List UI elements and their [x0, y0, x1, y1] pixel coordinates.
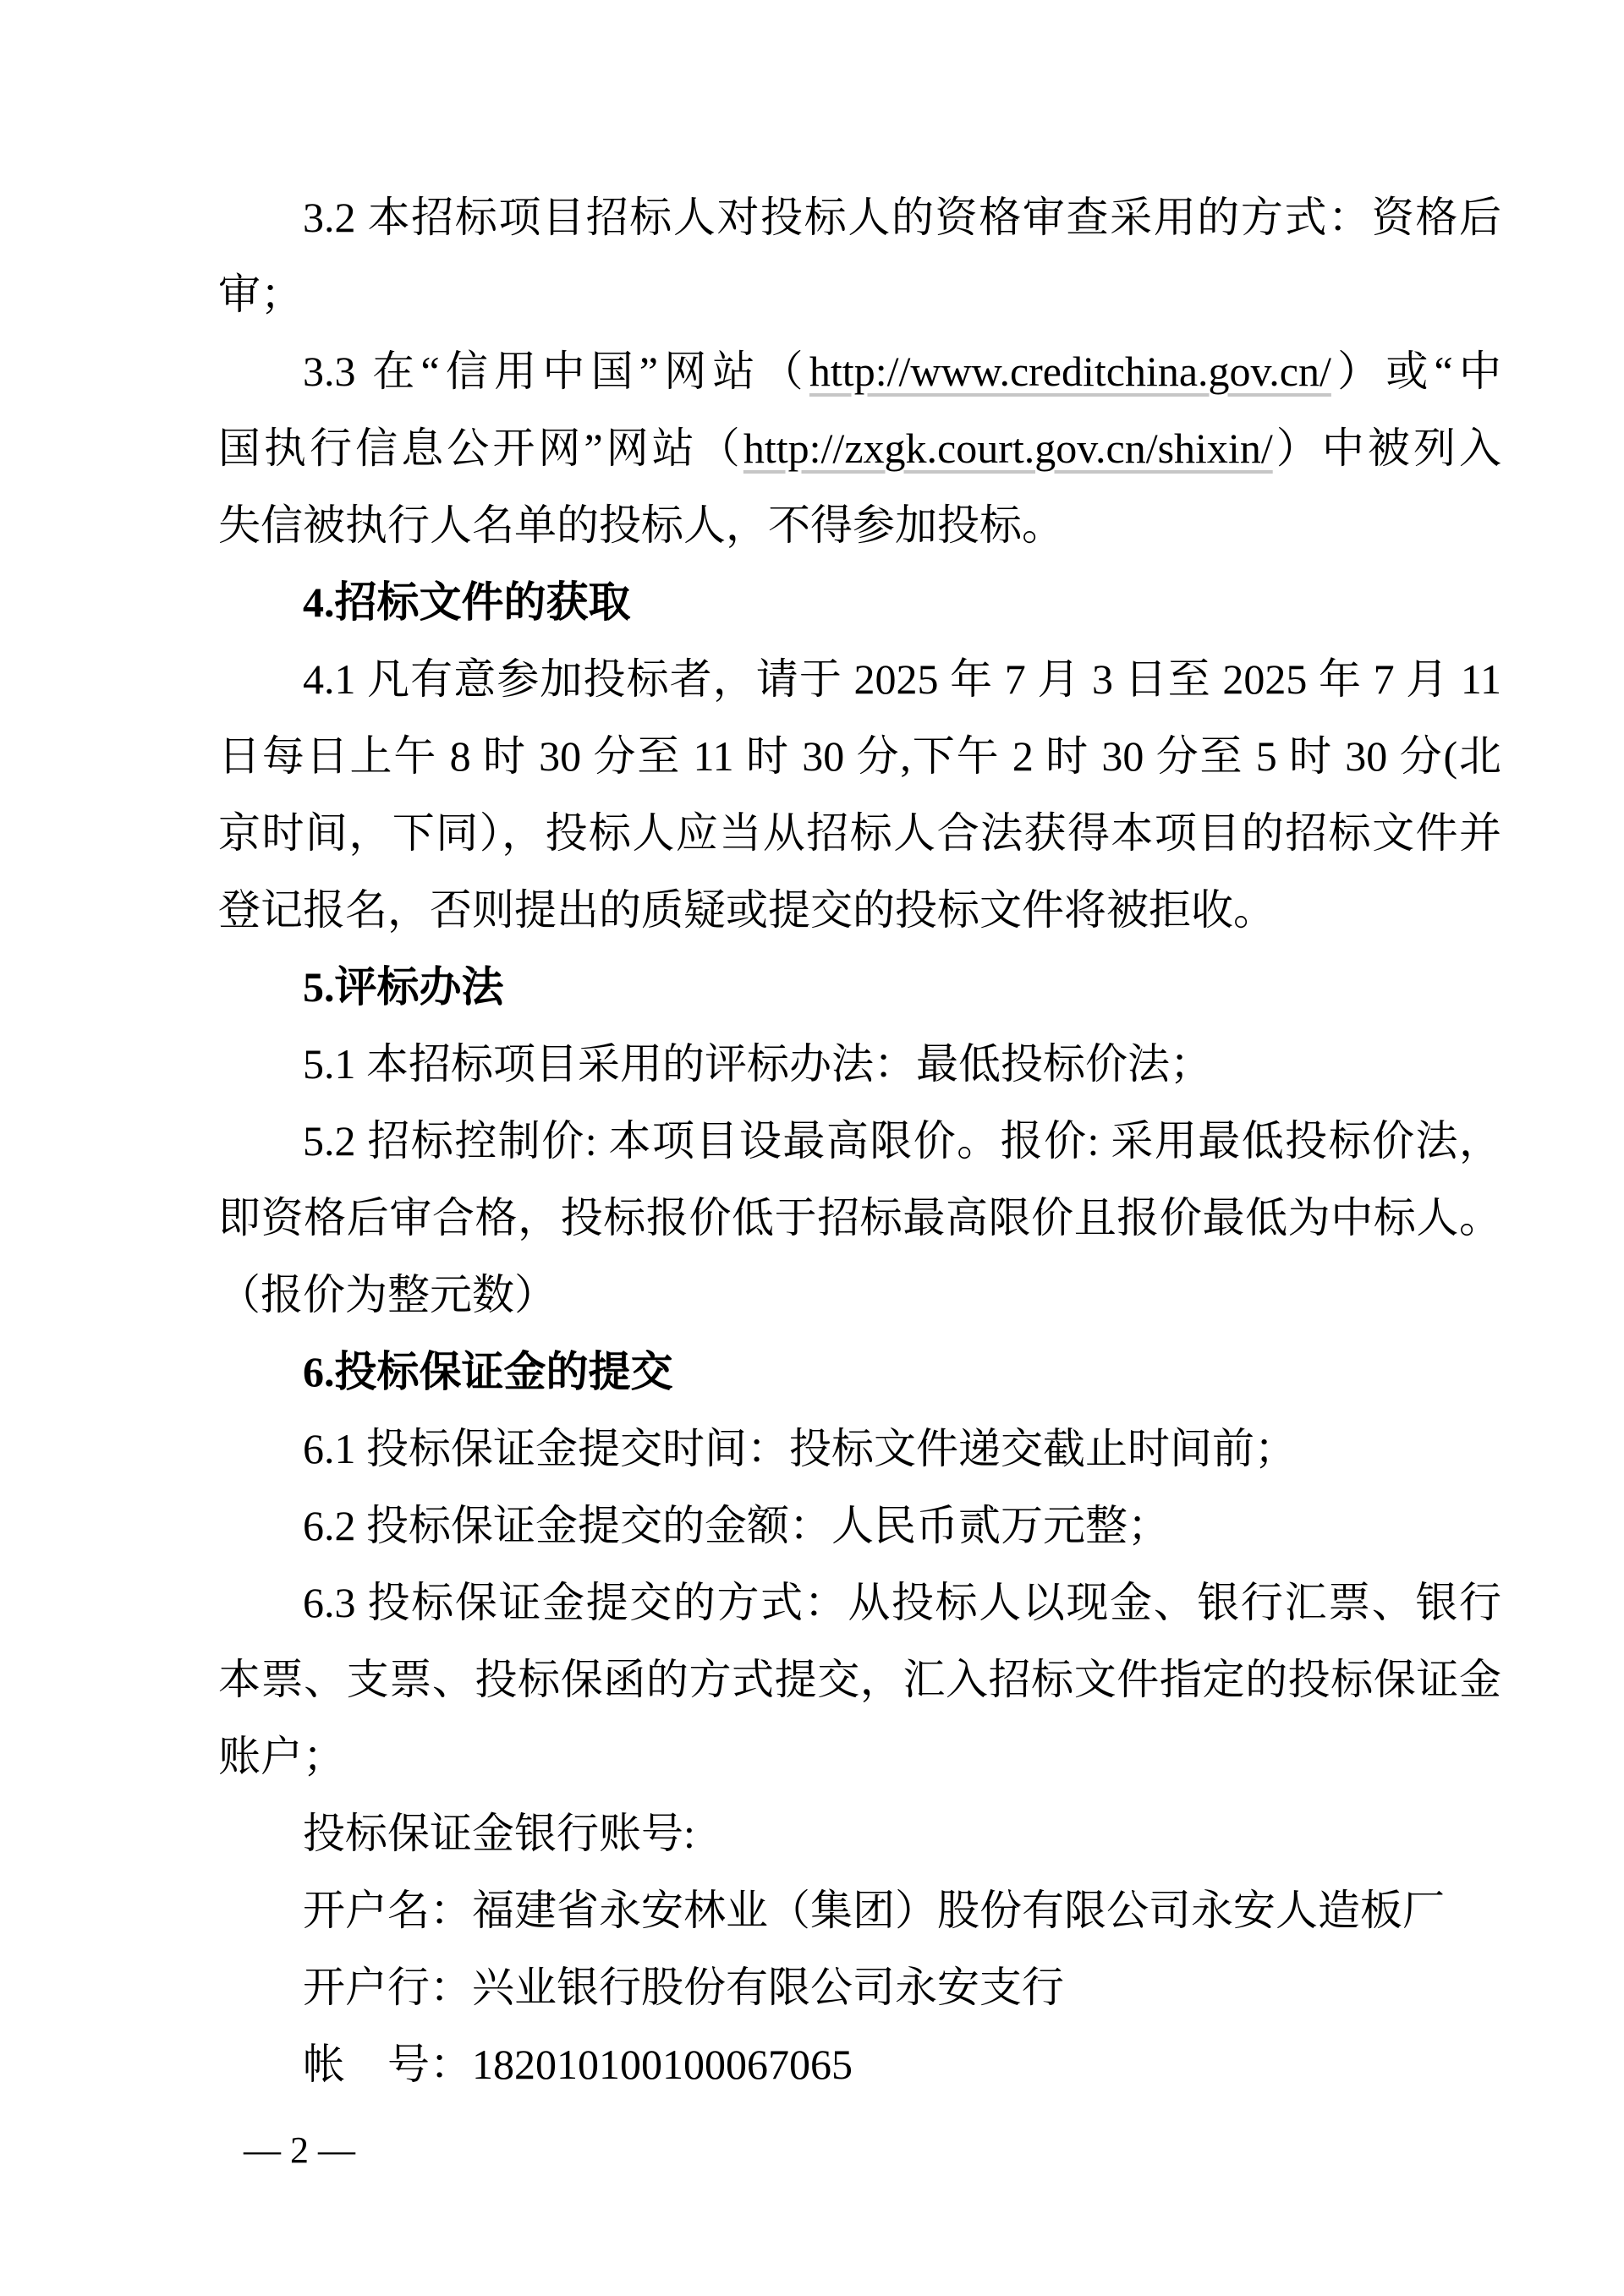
- heading-section-4: 4.招标文件的获取: [303, 578, 631, 626]
- para-6-3-line-2: 本票、支票、投标保函的方式提交，汇入招标文件指定的投标保证金: [218, 1656, 1501, 1703]
- para-5-1: 5.1 本招标项目采用的评标办法：最低投标价法；: [303, 1040, 1212, 1088]
- bank-branch: 开户行：兴业银行股份有限公司永安支行: [303, 1964, 1064, 2011]
- heading-section-5: 5.评标办法: [303, 963, 504, 1011]
- para-5-2-line-1: 5.2 招标控制价: 本项目设最高限价。报价: 采用最低投标价法，: [303, 1117, 1501, 1164]
- document-body: [218, 179, 1501, 2103]
- para-4-1-line-3: 京时间，下同），投标人应当从招标人合法获得本项目的招标文件并: [218, 809, 1501, 857]
- para-3-3-pre-text: 3.3 在“信用中国”网站（: [303, 348, 809, 395]
- para-3-3-line-1: [218, 333, 1501, 410]
- para-6-3-line-1: 6.3 投标保证金提交的方式：从投标人以现金、银行汇票、银行: [303, 1579, 1501, 1626]
- para-3-3-post-text: ）或“中: [1330, 348, 1501, 395]
- page-number: — 2 —: [244, 2129, 355, 2171]
- bank-account-number: 帐 号：182010100100067065: [303, 2041, 853, 2088]
- para-4-1-line-4: 登记报名，否则提出的质疑或提交的投标文件将被拒收。: [218, 886, 1276, 934]
- para-3-2-line-2: 审；: [218, 271, 303, 318]
- para-6-2: 6.2 投标保证金提交的金额：人民币贰万元整；: [303, 1502, 1170, 1549]
- url-creditchina: http://www.creditchina.gov.cn/: [809, 348, 1331, 395]
- para-6-1: 6.1 投标保证金提交时间：投标文件递交截止时间前；: [303, 1425, 1297, 1472]
- para-3-3-line-2: [218, 410, 1501, 487]
- url-zxgk-court: http://zxgk.court.gov.cn/shixin/: [743, 425, 1273, 472]
- para-3-2-line-1: 3.2 本招标项目招标人对投标人的资格审查采用的方式：资格后: [303, 194, 1501, 241]
- heading-section-6: 6.投标保证金的提交: [303, 1348, 673, 1395]
- para-3-3-line-3: 失信被执行人名单的投标人，不得参加投标。: [218, 501, 1064, 549]
- bank-account-name: 开户名：福建省永安林业（集团）股份有限公司永安人造板厂: [303, 1887, 1445, 1934]
- para-3-3-line-2-post-text: ）中被列入: [1272, 425, 1501, 472]
- para-5-2-line-2: 即资格后审合格，投标报价低于招标最高限价且报价最低为中标人。: [218, 1194, 1501, 1241]
- para-5-2-line-3: （报价为整元数）: [218, 1271, 557, 1318]
- para-4-1-line-2: 日每日上午 8 时 30 分至 11 时 30 分,下午 2 时 30 分至 5 时 30 分(北: [218, 732, 1501, 780]
- bank-account-intro: 投标保证金银行账号:: [303, 1810, 695, 1857]
- para-3-3-line-2-pre-text: 国执行信息公开网”网站（: [218, 425, 743, 472]
- para-6-3-line-3: 账户；: [218, 1733, 345, 1780]
- para-4-1-line-1: 4.1 凡有意参加投标者，请于 2025 年 7 月 3 日至 2025 年 7 月 11: [303, 655, 1501, 703]
